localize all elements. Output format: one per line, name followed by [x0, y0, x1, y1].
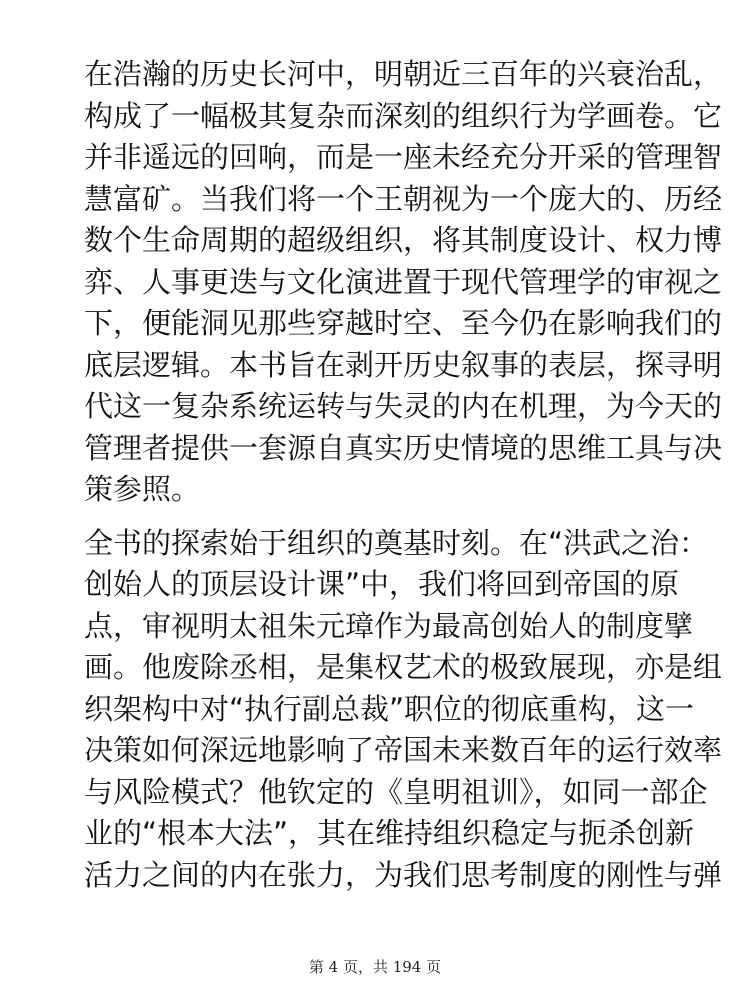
text-line: 策参照。 [84, 472, 201, 506]
text-line: 创始人的顶层设计课”中，我们将回到帝国的原 [84, 567, 680, 601]
text-line: 弈、人事更迭与文化演进置于现代管理学的审视之 [84, 264, 723, 299]
text-line: 活力之间的内在张力，为我们思考制度的刚性与弹 [84, 857, 723, 892]
text-line: 并非遥远的回响，而是一座未经充分开采的管理智 [84, 140, 723, 174]
text-line: 业的“根本大法”，其在维持组织稳定与扼杀创新 [84, 816, 695, 850]
text-line: 与风险模式？他钦定的《皇明祖训》，如同一部企 [84, 774, 708, 809]
text-line: 织架构中对“执行副总裁”职位的彻底重构，这一 [84, 691, 695, 726]
text-line: 决策如何深远地影响了帝国未来数百年的运行效率 [84, 733, 723, 767]
text-line: 下，便能洞见那些穿越时空、至今仍在影响我们的 [84, 306, 723, 340]
body-text [84, 54, 723, 896]
paragraph-1 [84, 54, 723, 511]
text-line: 管理者提供一套源自真实历史情境的思维工具与决 [84, 430, 723, 465]
text-line: 画。他废除丞相，是集权艺术的极致展现，亦是组 [84, 650, 723, 684]
text-line: 在浩瀚的历史长河中，明朝近三百年的兴衰治乱， [84, 57, 723, 91]
paragraph-2 [84, 523, 723, 897]
page-number-footer: 第 4 页，共 194 页 [308, 958, 442, 976]
text-line: 慧富矿。当我们将一个王朝视为一个庞大的、历经 [84, 181, 723, 216]
text-line: 点，审视明太祖朱元璋作为最高创始人的制度擘 [84, 608, 694, 643]
text-line: 底层逻辑。本书旨在剥开历史叙事的表层，探寻明 [84, 347, 723, 382]
text-line: 数个生命周期的超级组织，将其制度设计、权力博 [84, 223, 723, 257]
text-line: 全书的探索始于组织的奠基时刻。在“洪武之治： [84, 525, 709, 560]
text-line: 代这一复杂系统运转与失灵的内在机理，为今天的 [84, 389, 723, 423]
text-line: 构成了一幅极其复杂而深刻的组织行为学画卷。它 [84, 98, 723, 133]
